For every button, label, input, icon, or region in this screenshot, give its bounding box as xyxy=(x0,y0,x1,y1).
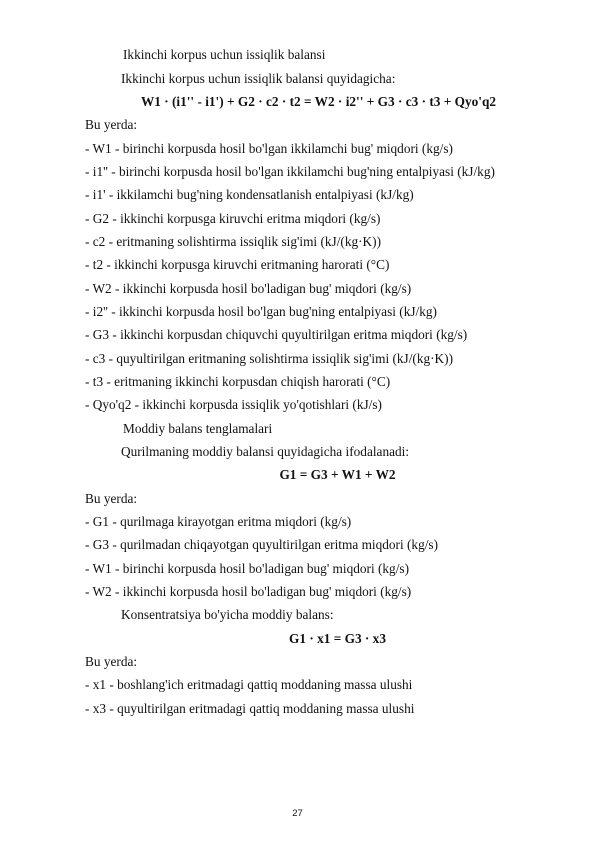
concentration-balance-equation: G1 · x1 = G3 · x3 xyxy=(289,631,386,646)
definition-item: - x3 - quyultirilgan eritmadagi qattiq moddaning massa ulushi xyxy=(85,701,415,716)
definition-item: - W2 - ikkinchi korpusda hosil bo'ladigan bug' miqdori (kg/s) xyxy=(85,584,412,599)
definition-item: - i1' - ikkilamchi bug'ning kondensatlanish entalpiyasi (kJ/kg) xyxy=(85,187,414,202)
material-balance-equation: G1 = G3 + W1 + W2 xyxy=(279,467,396,482)
where-label: Bu yerda: xyxy=(85,491,138,506)
definition-item: - t3 - eritmaning ikkinchi korpusdan chiqish harorati (°C) xyxy=(85,374,391,389)
section-heading-heat-balance: Ikkinchi korpus uchun issiqlik balansi xyxy=(123,47,326,62)
definition-item: - W1 - birinchi korpusda hosil bo'ladigan bug' miqdori (kg/s) xyxy=(85,561,409,576)
section-heading-material-balance: Moddiy balans tenglamalari xyxy=(123,421,273,436)
concentration-balance-intro: Konsentratsiya bo'yicha moddiy balans: xyxy=(121,607,334,622)
definition-item: - G1 - qurilmaga kirayotgan eritma miqdori (kg/s) xyxy=(85,514,352,529)
definition-item: - W2 - ikkinchi korpusda hosil bo'ladigan bug' miqdori (kg/s) xyxy=(85,281,412,296)
heat-balance-intro: Ikkinchi korpus uchun issiqlik balansi quyidagicha: xyxy=(121,71,396,86)
definition-item: - c3 - quyultirilgan eritmaning solishtirma issiqlik sig'imi (kJ/(kg·K)) xyxy=(85,351,454,366)
definition-item: - i2'' - ikkinchi korpusda hosil bo'lgan bug'ning entalpiyasi (kJ/kg) xyxy=(85,304,437,319)
definition-item: - G2 - ikkinchi korpusga kiruvchi eritma miqdori (kg/s) xyxy=(85,211,381,226)
heat-balance-equation: W1 · (i1'' - i1') + G2 · c2 · t2 = W2 · i2'' + G3 · c3 · t3 + Qyo'q2 xyxy=(140,94,497,109)
page-number: 27 xyxy=(292,808,303,819)
definition-item: - Qyo'q2 - ikkinchi korpusda issiqlik yo'qotishlari (kJ/s) xyxy=(85,397,382,412)
definition-item: - W1 - birinchi korpusda hosil bo'lgan ikkilamchi bug' miqdori (kg/s) xyxy=(85,141,453,156)
definition-item: - G3 - qurilmadan chiqayotgan quyultirilgan eritma miqdori (kg/s) xyxy=(85,537,439,552)
where-label: Bu yerda: xyxy=(85,117,138,132)
definition-item: - i1'' - birinchi korpusda hosil bo'lgan ikkilamchi bug'ning entalpiyasi (kJ/kg) xyxy=(85,164,495,179)
where-label: Bu yerda: xyxy=(85,654,138,669)
definition-item: - c2 - eritmaning solishtirma issiqlik sig'imi (kJ/(kg·K)) xyxy=(85,234,381,249)
definition-item: - G3 - ikkinchi korpusdan chiquvchi quyultirilgan eritma miqdori (kg/s) xyxy=(85,327,468,342)
definition-item: - x1 - boshlang'ich eritmadagi qattiq moddaning massa ulushi xyxy=(85,677,413,692)
material-balance-intro: Qurilmaning moddiy balansi quyidagicha ifodalanadi: xyxy=(121,444,410,459)
definition-item: - t2 - ikkinchi korpusga kiruvchi eritmaning harorati (°C) xyxy=(85,257,390,272)
